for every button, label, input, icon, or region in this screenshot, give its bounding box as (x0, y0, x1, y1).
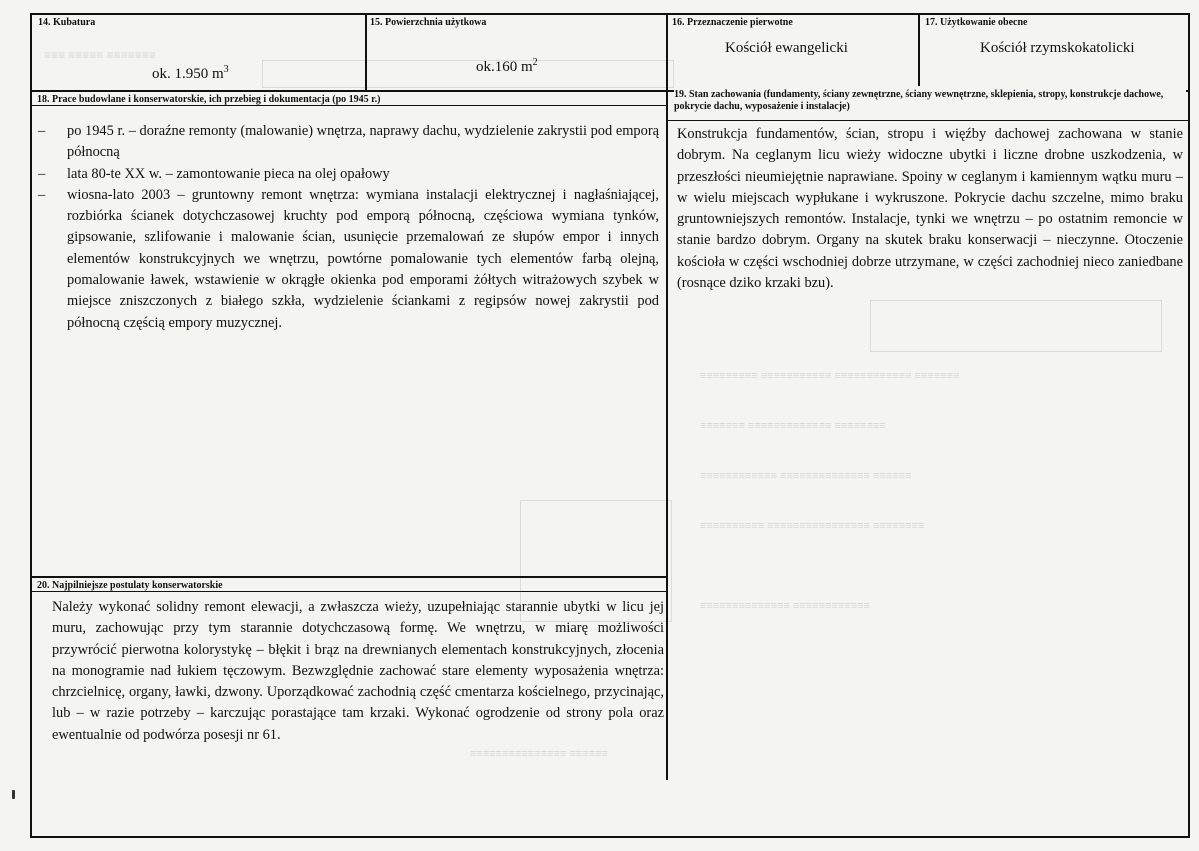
rule-bottom (30, 836, 1190, 838)
bleed-through-lines: ≡≡≡≡≡≡≡ ≡≡≡≡≡≡≡≡≡≡≡≡≡ ≡≡≡≡≡≡≡≡ (700, 420, 886, 432)
works-list-item (39, 164, 659, 185)
rule-col-mid (666, 13, 668, 780)
list-dash: – (38, 123, 46, 139)
field-17-label: 17. Użytkowanie obecne (925, 17, 1028, 28)
unit-exponent: 2 (532, 57, 538, 68)
rule-top (30, 13, 1190, 15)
bleed-through-lines: ≡≡≡≡≡≡≡≡≡≡≡≡≡≡ ≡≡≡≡≡≡≡≡≡≡≡≡ (700, 600, 870, 612)
field-15-label: 15. Powierzchnia użytkowa (370, 17, 487, 28)
field-18-label: 18. Prace budowlane i konserwatorskie, ich przebieg i dokumentacja (po 1945 r.) (37, 94, 381, 105)
condition-text: Konstrukcja fundamentów, ścian, stropu i więźby dachowej zachowana w stanie dobrym. Na ceglanym licu wieży widoczne ubytki i liczne drobne uszkodzenia, w przeszłości nieumiejętnie naprawiane. Spoiny w ceglanym i kamiennym wątku muru – w wielu miejscach wypłukane i wykruszone. Pokrycie dachu szczelne, mimo braku gruntowniejszych remontów. Instalacje, tynki we wnętrzu – po ostatnim remoncie w stanie bardzo dobrym. Organy na skutek braku konserwacji – nieczynne. Otoczenie kościoła w części wschodniej dobrze utrzymane, w części zachodniej nieco zaniedbane (rosnące dziko krzaki bzu). (677, 126, 1183, 292)
volume-value: ok. 1.950 m (152, 66, 224, 82)
bleed-through-lines: ≡≡≡≡≡≡≡≡≡≡ ≡≡≡≡≡≡≡≡≡≡≡≡≡≡≡≡ ≡≡≡≡≡≡≡≡ (700, 520, 925, 532)
field-17-value: Kościół rzymskokatolicki (980, 40, 1135, 56)
field-18-content (39, 121, 659, 334)
works-list-item (39, 185, 659, 334)
works-item-text: lata 80-te XX w. – zamontowanie pieca na olej opałowy (67, 165, 390, 182)
area-value: ok.160 m (476, 59, 533, 75)
unit-exponent: 3 (223, 64, 229, 75)
rule-col-14-15 (365, 13, 367, 92)
works-item-text: po 1945 r. – doraźne remonty (malowanie) wnętrza, naprawy dachu, wydzielenie zakrystii pod emporą północną (67, 123, 659, 161)
works-list-item (39, 121, 659, 164)
bleed-through-lines: ≡≡≡≡≡≡≡≡≡≡≡≡≡≡≡ ≡≡≡≡≡≡ (470, 748, 608, 760)
field-19-label: 19. Stan zachowania (fundamenty, ściany zewnętrzne, ściany wewnętrzne, sklepienia, stropy, konstrukcje dachowe, pokrycie dachu, wyposażenie i instalacje) (674, 86, 1186, 113)
bleed-through-box (870, 300, 1162, 352)
list-dash: – (38, 165, 46, 182)
scan-speck (12, 790, 15, 799)
rule-left (30, 13, 32, 838)
field-14-value (152, 61, 229, 83)
bleed-through-lines: ≡≡≡≡≡≡≡≡≡≡≡≡ ≡≡≡≡≡≡≡≡≡≡≡≡≡≡ ≡≡≡≡≡≡ (700, 470, 912, 482)
rule-row20 (30, 576, 667, 578)
field-15-value (476, 54, 538, 76)
works-list (39, 121, 659, 334)
field-14-label: 14. Kubatura (38, 17, 96, 28)
bleed-through-text: ≡≡≡ ≡≡≡≡≡ ≡≡≡≡≡≡≡ (44, 48, 156, 62)
rule-row19-label (667, 120, 1190, 121)
field-16-value: Kościół ewangelicki (725, 40, 848, 56)
rule-right (1188, 13, 1190, 838)
bleed-through-lines: ≡≡≡≡≡≡≡≡≡ ≡≡≡≡≡≡≡≡≡≡≡ ≡≡≡≡≡≡≡≡≡≡≡≡ ≡≡≡≡≡≡≡ (700, 370, 960, 382)
postulates-text: Należy wykonać solidny remont elewacji, a zwłaszcza wieży, uzupełniając starannie ubytki w licu jej muru, zachowując przy tym starannie dotychczasową formę. We wnętrzu, w miarę możliwości przywrócić pierwotna kolorystykę – błękit i brąz na drewnianych elementach konstrukcyjnych, złocenia na monogramie nad łukiem tęczowym. Bezwzględnie zachować stare elementy wyposażenia wnętrza: chrzcielnicę, organy, ławki, dzwony. Uporządkować zachodnią część cmentarza kościelnego, przycinając, lub – w razie potrzeby – karczując porastające tam krzaki. Wykonać ogrodzenie od strony pola oraz ewentualnie od podwórza posesji nr 61. (52, 599, 664, 743)
rule-col-16-17 (918, 13, 920, 92)
field-20-content (52, 597, 664, 746)
field-20-label: 20. Najpilniejsze postulaty konserwatorskie (37, 580, 223, 591)
list-dash: – (38, 186, 46, 203)
bleed-through-grid (262, 60, 674, 88)
works-item-text: wiosna-lato 2003 – gruntowny remont wnętrza: wymiana instalacji elektrycznej i nagłaśniającej, rozbiórka ścianek dotychczasowej kruchty pod emporą północną, częściowa wymiana tynków, gipsowanie, szlifowanie i malowanie ścian, usunięcie przemalowań ze słupów empor i innych elementów konstrukcyjnych we wnętrzu, powtórne pomalowanie tych elementów farbą olejną, pomalowanie ławek, wstawienie w okrągłe okienka pod emporami żółtych witrażowych szybek w miejsce zniszczonych z białego szkła, wydzielenie ściankami z regipsów nowej zakrystii pod północną częścią empory muzycznej. (67, 186, 659, 331)
field-19-content (677, 124, 1183, 294)
field-16-label: 16. Przeznaczenie pierwotne (672, 17, 793, 28)
